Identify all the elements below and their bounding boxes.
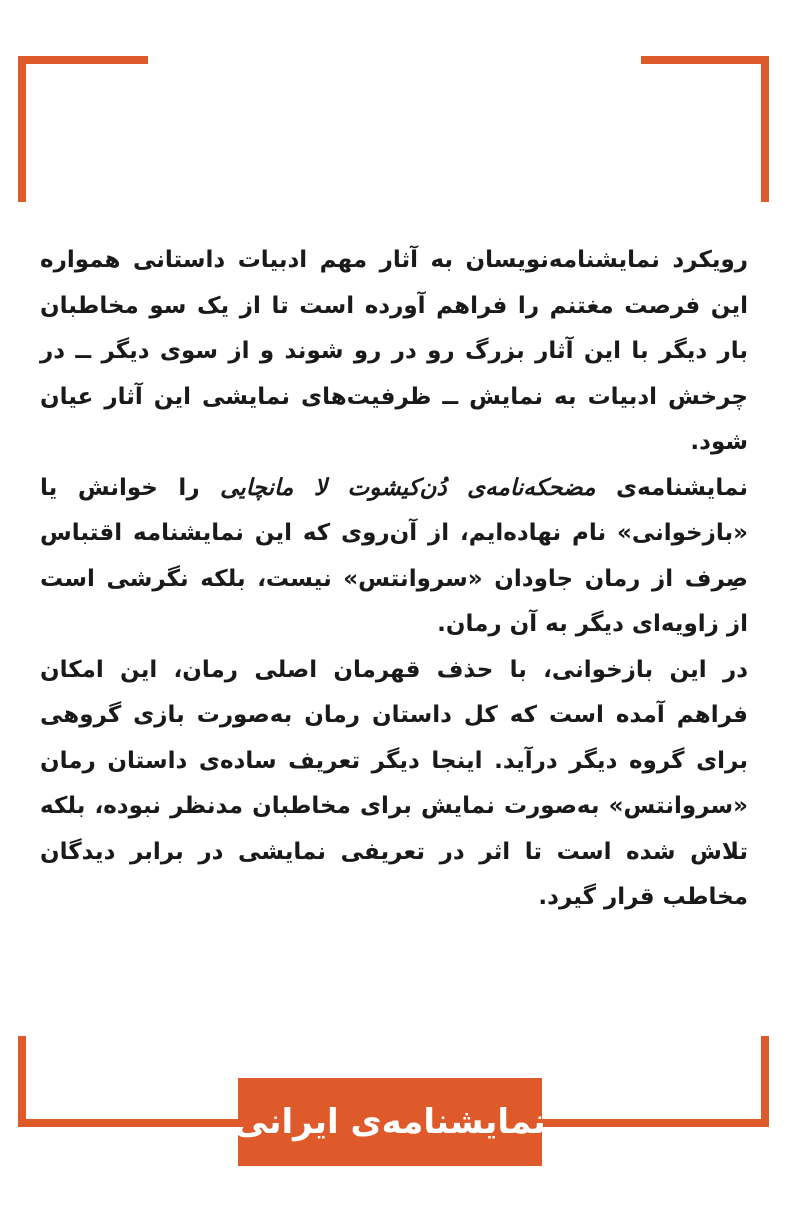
- frame-bottom-right-vertical: [761, 1036, 769, 1127]
- brand-label: نمایشنامه‌ی ایرانی: [234, 1102, 546, 1142]
- paragraph-title: [40, 466, 748, 648]
- frame-bottom-left-vertical: [18, 1036, 26, 1127]
- frame-top-left-horizontal: [18, 56, 148, 64]
- paragraph-intro: رویکرد نمایشنامه‌نویسان به آثار مهم ادبیات داستانی همواره این فرصت مغتنم را فراهم آورده است تا از یک سو مخاطبان بار دیگر با این آثار بزرگ رو در رو شوند و از سوی دیگر ــ در چرخش ادبیات به نمایش ــ ظرفیت‌های نمایشی این آثار عیان شود.: [40, 247, 748, 455]
- frame-top-left-vertical: [18, 56, 26, 202]
- article-body: [40, 238, 748, 921]
- paragraph-title-rest: را خوانش یا «بازخوانی» نام نهاده‌ایم، از آن‌روی که این نمایشنامه اقتباس صِرف از رمان جاودان «سروانتس» نیست، بلکه نگرشی است از زاویه‌ای دیگر به آن رمان.: [40, 474, 748, 637]
- paragraph-title-lead: نمایشنامه‌ی: [615, 474, 749, 501]
- frame-top-right-vertical: [761, 56, 769, 202]
- play-title: مضحکه‌نامه‌ی دُن‌کیشوت لا مانچایی: [220, 474, 596, 501]
- frame-top-right-horizontal: [641, 56, 769, 64]
- paragraph-rereading: در این بازخوانی، با حذف قهرمان اصلی رمان، این امکان فراهم آمده است که کل داستان رمان به‌صورت بازی گروهی برای گروه دیگر درآید. اینجا دیگر تعریف ساده‌ی داستان رمان «سروانتس» به‌صورت نمایش برای مخاطبان مدنظر نبوده، بلکه تلاش شده است تا اثر در تعریفی نمایشی در برابر دیدگان مخاطب قرار گیرد.: [40, 656, 748, 910]
- brand-label-box: [234, 1078, 546, 1166]
